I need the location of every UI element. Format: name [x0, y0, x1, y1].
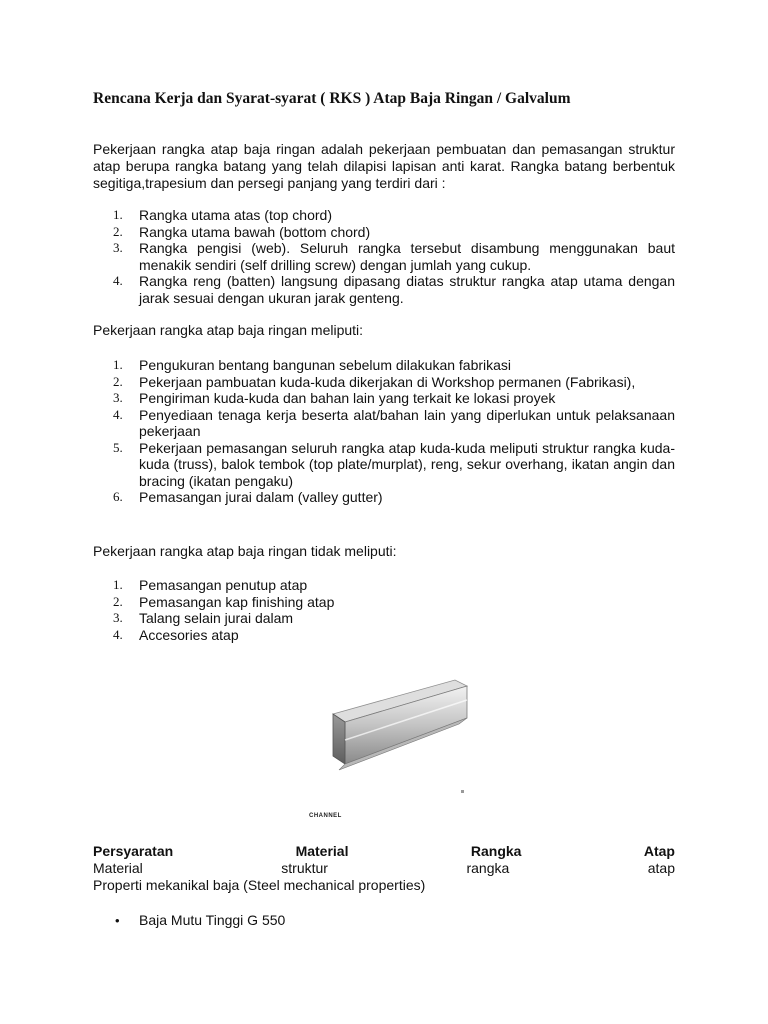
list-item: 1. Pemasangan penutup atap — [113, 577, 308, 593]
list-item: 6. Pemasangan jurai dalam (valley gutter) — [113, 489, 383, 505]
list-item: 1. Pengukuran bentang bangunan sebelum dilakukan fabrikasi — [113, 357, 512, 373]
chord-list — [93, 207, 675, 306]
list-item: 5. Pekerjaan pemasangan seluruh rangka atap kuda-kuda meliputi struktur rangka kuda-kuda (truss), balok tembok (top plate/murplat), reng, sekur overhang, ikatan angin dan bracing (ikatan pengaku) — [113, 439, 675, 489]
list-item: 3. Talang selain jurai dalam — [113, 610, 294, 626]
scope-list — [93, 357, 675, 506]
list-item: 2. Rangka utama bawah (bottom chord) — [113, 223, 371, 240]
document-title: Rencana Kerja dan Syarat-syarat ( RKS ) Atap Baja Ringan / Galvalum — [93, 90, 571, 107]
exclusion-heading: Pekerjaan rangka atap baja ringan tidak meliputi: — [93, 543, 397, 559]
list-item: 3. Rangka pengisi (web). Seluruh rangka tersebut disambung menggunakan baut menakik sendiri (self drilling screw) dengan jumlah yang cukup. — [113, 240, 675, 273]
list-item: • Baja Mutu Tinggi G 550 — [115, 912, 286, 928]
exclusion-list — [93, 577, 675, 643]
requirements-heading: Persyaratan Material Rangka Atap — [93, 843, 675, 859]
steel-channel-image — [325, 672, 475, 802]
list-item: 4. Accesories atap — [113, 626, 239, 643]
image-caption: CHANNEL — [309, 813, 342, 819]
properties-bullet-list — [93, 912, 675, 929]
list-item: 2. Pemasangan kap finishing atap — [113, 593, 335, 610]
scope-heading: Pekerjaan rangka atap baja ringan meliputi: — [93, 322, 364, 338]
list-item: 2. Pekerjaan pambuatan kuda-kuda dikerjakan di Workshop permanen (Fabrikasi), — [113, 373, 636, 390]
list-item: 4. Penyediaan tenaga kerja beserta alat/bahan lain yang diperlukan untuk pelaksanaan pekerjaan — [113, 406, 675, 439]
list-item: 3. Pengiriman kuda-kuda dan bahan lain yang terkait ke lokasi proyek — [113, 390, 556, 406]
requirements-subline: Material struktur rangka atap — [93, 860, 675, 876]
properties-line: Properti mekanikal baja (Steel mechanical properties) — [93, 877, 426, 893]
intro-paragraph: Pekerjaan rangka atap baja ringan adalah pekerjaan pembuatan dan pemasangan struktur atap berupa rangka batang yang telah dilapisi lapisan anti karat. Rangka batang berbentuk segitiga,trapesium dan persegi panjang yang terdiri dari : — [93, 141, 675, 191]
list-item: 1. Rangka utama atas (top chord) — [113, 207, 332, 223]
list-item: 4. Rangka reng (batten) langsung dipasang diatas struktur rangka atap utama dengan jarak sesuai dengan ukuran jarak genteng. — [113, 273, 675, 306]
